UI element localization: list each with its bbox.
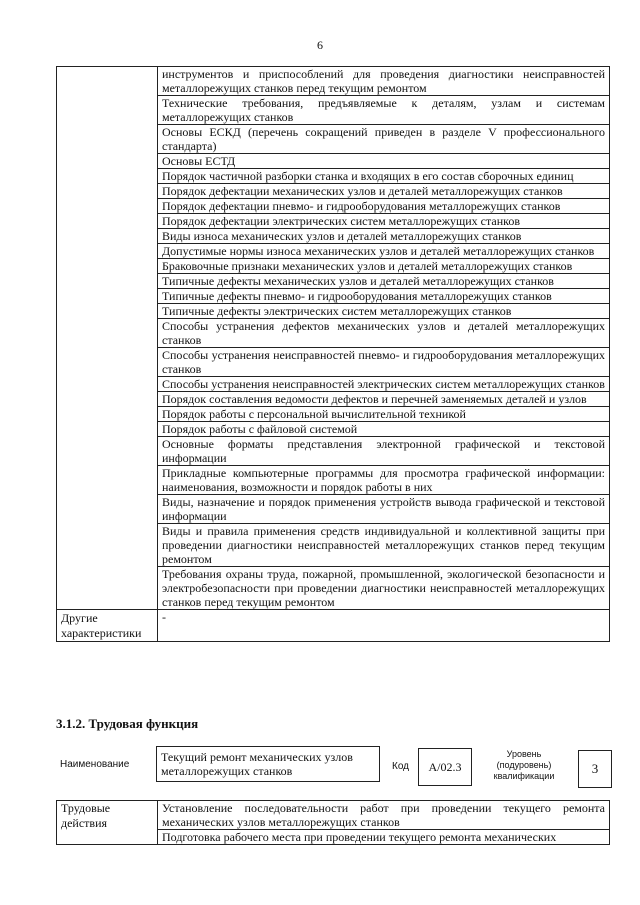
knowledge-item: Способы устранения неисправностей пневмо- и гидрооборудования металлорежущих станков bbox=[158, 348, 610, 377]
knowledge-item: Порядок работы с персональной вычислительной техникой bbox=[158, 407, 610, 422]
knowledge-item: Требования охраны труда, пожарной, промышленной, экологической безопасности и электробезопасности при проведении диагностики неисправностей металлорежущих станков перед текущим ремонтом bbox=[158, 567, 610, 610]
knowledge-item: Порядок дефектации электрических систем металлорежущих станков bbox=[158, 214, 610, 229]
code-box: A/02.3 bbox=[418, 748, 472, 786]
knowledge-item: Основы ЕСКД (перечень сокращений приведен в разделе V профессионального стандарта) bbox=[158, 125, 610, 154]
knowledge-item: Допустимые нормы износа механических узлов и деталей металлорежущих станков bbox=[158, 244, 610, 259]
other-characteristics-value: - bbox=[158, 610, 610, 642]
knowledge-item: Технические требования, предъявляемые к деталям, узлам и системам металлорежущих станков bbox=[158, 96, 610, 125]
knowledge-item: Прикладные компьютерные программы для просмотра графической информации: наименования, возможности и порядок работы в них bbox=[158, 466, 610, 495]
labor-action-item-cell bbox=[158, 830, 610, 845]
labor-action-item: Подготовка рабочего места при проведении текущего ремонта механических bbox=[162, 830, 557, 844]
knowledge-item: инструментов и приспособлений для проведения диагностики неисправностей металлорежущих станков перед текущим ремонтом bbox=[158, 67, 610, 96]
knowledge-item: Виды, назначение и порядок применения устройств вывода графической и текстовой информации bbox=[158, 495, 610, 524]
section-title: 3.1.2. Трудовая функция bbox=[56, 716, 199, 731]
knowledge-item: Основы ЕСТД bbox=[158, 154, 610, 169]
other-characteristics-row bbox=[57, 610, 610, 642]
knowledge-item: Способы устранения дефектов механических узлов и деталей металлорежущих станков bbox=[158, 319, 610, 348]
knowledge-item: Способы устранения неисправностей электрических систем металлорежущих станков bbox=[158, 377, 610, 392]
function-name-box: Текущий ремонт механических узлов металлорежущих станков bbox=[156, 746, 380, 782]
knowledge-item: Порядок работы с файловой системой bbox=[158, 422, 610, 437]
knowledge-item: Основные форматы представления электронной графической и текстовой информации bbox=[158, 437, 610, 466]
other-characteristics-label: Другие характеристики bbox=[57, 610, 158, 642]
knowledge-item: Порядок дефектации пневмо- и гидрооборудования металлорежущих станков bbox=[158, 199, 610, 214]
labor-actions-label: Трудовые действия bbox=[57, 801, 158, 845]
knowledge-item: Виды и правила применения средств индивидуальной и коллективной защиты при проведении диагностики неисправностей металлорежущих станков перед текущим ремонтом bbox=[158, 524, 610, 567]
qualification-level-label: Уровень (подуровень) квалификации bbox=[493, 749, 555, 781]
knowledge-item: Типичные дефекты механических узлов и деталей металлорежущих станков bbox=[158, 274, 610, 289]
table-row bbox=[57, 801, 610, 830]
function-name-label: Наименование bbox=[60, 759, 130, 770]
knowledge-item: Типичные дефекты электрических систем металлорежущих станков bbox=[158, 304, 610, 319]
labor-actions-table bbox=[56, 800, 610, 845]
code-label: Код bbox=[392, 761, 410, 772]
knowledge-item: Порядок частичной разборки станка и входящих в его состав сборочных единиц bbox=[158, 169, 610, 184]
table-row bbox=[57, 67, 610, 96]
page-number: 6 bbox=[317, 38, 323, 52]
knowledge-table bbox=[56, 66, 610, 642]
knowledge-item: Браковочные признаки механических узлов и деталей металлорежущих станков bbox=[158, 259, 610, 274]
qualification-level-box: 3 bbox=[578, 750, 612, 788]
labor-action-item: Установление последовательности работ при проведении текущего ремонта механических узлов металлорежущих станков bbox=[158, 801, 610, 830]
empty-label-cell bbox=[57, 67, 158, 610]
knowledge-item: Виды износа механических узлов и деталей металлорежущих станков bbox=[158, 229, 610, 244]
knowledge-item: Типичные дефекты пневмо- и гидрооборудования металлорежущих станков bbox=[158, 289, 610, 304]
knowledge-item: Порядок дефектации механических узлов и деталей металлорежущих станков bbox=[158, 184, 610, 199]
knowledge-item: Порядок составления ведомости дефектов и перечней заменяемых деталей и узлов bbox=[158, 392, 610, 407]
